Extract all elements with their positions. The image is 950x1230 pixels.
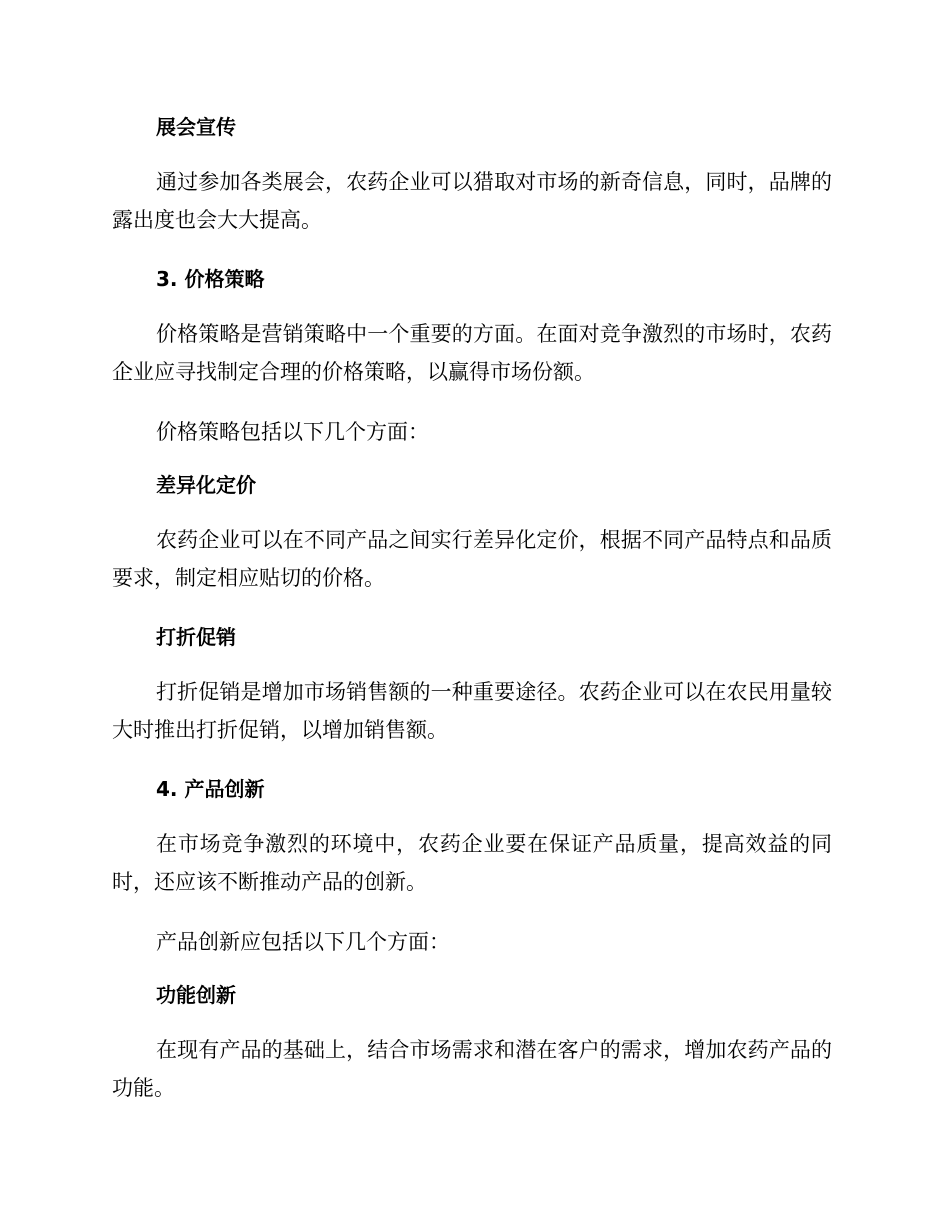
section-heading-pricing-strategy: 3. 价格策略 (156, 267, 265, 291)
section-heading-exhibition: 展会宣传 (156, 115, 236, 139)
paragraph-functional-innovation: 在现有产品的基础上，结合市场需求和潜在客户的需求，增加农药产品的功能。 (112, 1038, 832, 1100)
section-heading-discount-promotion: 打折促销 (156, 625, 236, 649)
paragraph-discount-promotion: 打折促销是增加市场销售额的一种重要途径。农药企业可以在农民用量较大时推出打折促销，以增加销售额。 (112, 680, 832, 742)
paragraph-product-innovation: 在市场竞争激烈的环境中，农药企业要在保证产品质量，提高效益的同时，还应该不断推动产品的创新。 (112, 832, 832, 894)
paragraph-pricing-aspects: 价格策略包括以下几个方面： (156, 420, 429, 444)
paragraph-innovation-aspects: 产品创新应包括以下几个方面： (156, 930, 450, 954)
paragraph-pricing-strategy: 价格策略是营销策略中一个重要的方面。在面对竞争激烈的市场时，农药企业应寻找制定合理的价格策略，以赢得市场份额。 (112, 322, 832, 384)
section-heading-product-innovation: 4. 产品创新 (156, 777, 265, 801)
section-heading-functional-innovation: 功能创新 (156, 983, 236, 1007)
paragraph-differentiated-pricing: 农药企业可以在不同产品之间实行差异化定价，根据不同产品特点和品质要求，制定相应贴切的价格。 (112, 528, 832, 590)
paragraph-exhibition: 通过参加各类展会，农药企业可以猎取对市场的新奇信息，同时，品牌的露出度也会大大提高。 (112, 170, 832, 232)
section-heading-differentiated-pricing: 差异化定价 (156, 473, 256, 497)
